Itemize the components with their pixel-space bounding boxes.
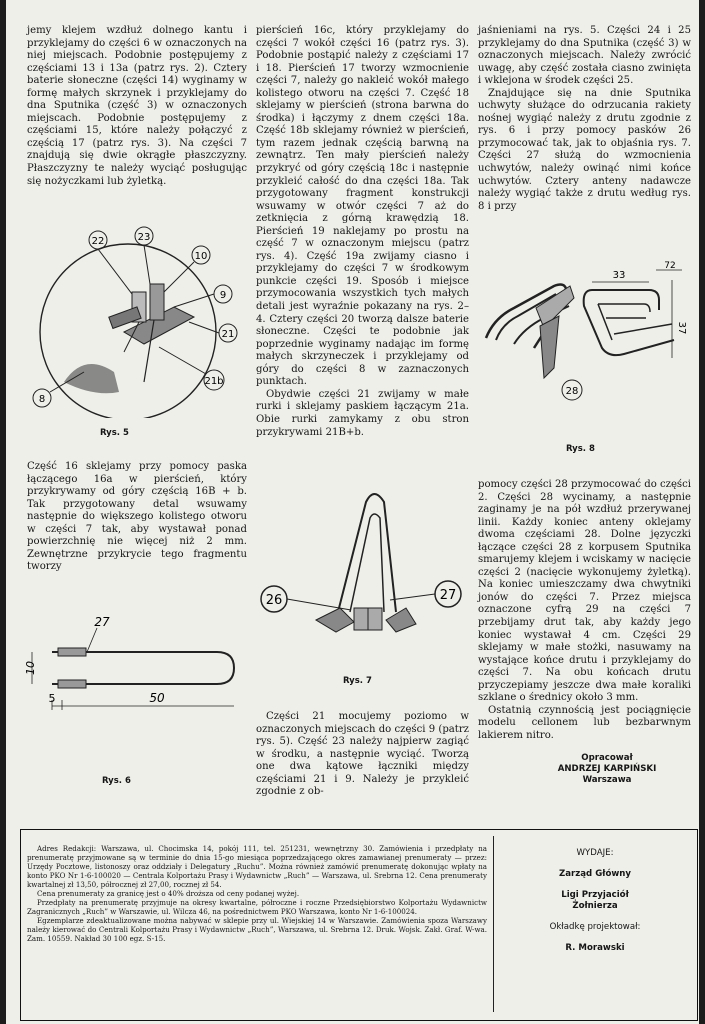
text-column-2-top bbox=[256, 25, 469, 439]
imprint-divider bbox=[493, 836, 494, 1012]
text-column-1-top bbox=[27, 25, 247, 188]
paragraph: pomocy części 28 przymocować do części 2. Części 28 wycinamy, a następnie zaginamy je na pół wzdłuż przerywanej linii. Każdy koniec anteny oklejamy dwoma częściami 28. Dolne języczki łączące części 28 z korpusem Sputnika smarujemy klejem i wciskamy w nacięcie części 2 (nacięcie wykonujemy żyletką). Na koniec umieszczamy dwa chwytniki jonów do części 7. Przez miejsca oznaczone cyfrą 29 na części 7 przebijamy drut tak, aby każdy jego koniec wystawał 4 cm. Części 29 sklejamy w małe stożki, nasuwamy na wystające końce drutu i przyklejamy do części 7. Na obu końcach drutu przyczepiamy jeszcze dwa małe koraliki szklane o średnicy około 3 mm. bbox=[478, 479, 691, 704]
signature-line1: Opracował bbox=[581, 753, 633, 763]
label-27: 27 bbox=[439, 588, 457, 603]
text-column-3-bottom bbox=[478, 479, 691, 742]
publisher-name: Zarząd Główny bbox=[558, 869, 632, 879]
figure-rys8 bbox=[474, 258, 694, 438]
paragraph: pierścień 16c, który przyklejamy do części 7 wokół części 16 (patrz rys. 3). Podobnie postąpić należy z częściami 17 i 18. Pierścień 17 tworzy wzmocnienie części 7, należy go nakleić wokół małego kolistego otworu na części 7. Część 18 sklejamy w pierścień (strona barwna do środka) i łączymy z dnem części 18a. Część 18b sklejamy również w pierścień, tym razem jednak częścią barwną na zewnątrz. Ten mały pierścień należy przykryć od góry częścią 18c i następnie przykleić całość do dna części 18a. Tak przygotowany fragment konstrukcji wsuwamy w otwór części 7 aż do zetknięcia z górną krawędzią 18. Pierścień 19 naklejamy po prostu na część 7 w oznaczonym miejscu (patrz rys. 4). Część 19a zwijamy ciasno i przyklejamy do części 7 w środkowym punkcie części 19. Sposób i miejsce przymocowania wszystkich tych małych detali jest wyraźnie pokazany na rys. 2–4. Cztery części 20 tworzą dalsze baterie słoneczne. Części te podobnie jak poprzednie wyginamy nadając im formę małych skrzyneczek i przyklejamy od góry do części 8 w zaznaczonych punktach. bbox=[256, 25, 469, 388]
dim-33: 33 bbox=[612, 270, 626, 281]
cover-designer-name: R. Morawski bbox=[565, 943, 625, 953]
signature-line3: Warszawa bbox=[582, 775, 632, 785]
paragraph: Część 16 sklejamy przy pomocy paska łączącego 16a w pierścień, który przykrywamy od góry częścią 16B + b. Tak przygotowany detal wsuwamy następnie do większego kolistego otworu w części 7 tak, aby wystawał ponad powierzchnię nie więcej niż 2 mm. Zewnętrzne przykrycie tego fragmentu tworzy bbox=[27, 461, 247, 573]
dim-10: 10 bbox=[24, 661, 37, 675]
label-21b: 21b bbox=[204, 376, 224, 387]
publisher-league-line1: Ligi Przyjaciół bbox=[561, 890, 629, 900]
imprint-paragraph: Cena prenumeraty za granicę jest o 40% droższa od ceny podanej wyżej. bbox=[37, 889, 300, 899]
paragraph: Znajdujące się na dnie Sputnika uchwyty służące do odrzucania rakiety nośnej wygiąć należy z drutu zgodnie z rys. 6 i przy pomocy pasków 26 przymocować tak, jak to objaśnia rys. 7. Części 27 służą do wzmocnienia uchwytów, należy owinąć nimi końce uchwytów. Cztery anteny nadawcze należy wygiąć także z drutu według rys. 8 i przy bbox=[478, 87, 691, 212]
caption-rys6: Rys. 6 bbox=[102, 776, 131, 786]
publisher-league-line2: Żołnierza bbox=[572, 901, 618, 911]
caption-rys5: Rys. 5 bbox=[100, 428, 129, 438]
label-9: 9 bbox=[219, 290, 227, 301]
magazine-page bbox=[6, 0, 699, 1024]
paragraph: Obydwie części 21 zwijamy w małe rurki i sklejamy paskiem łączącym 21a. Obie rurki zamykamy z obu stron przykrywami 21B+b. bbox=[256, 388, 469, 438]
paragraph: jaśnieniami na rys. 5. Części 24 i 25 przyklejamy do dna Sputnika (część 3) w oznaczonych miejscach. Należy zwrócić uwagę, aby część została ciasno zwinięta i wklejona w środek części 25. bbox=[478, 25, 691, 87]
figure-rys5 bbox=[24, 222, 250, 418]
imprint-paragraph: Adres Redakcji: Warszawa, ul. Chocimska 14, pokój 111, tel. 251231, wewnętrzny 30. Zamówienia i przedpłaty na prenumeratę przyjmowane są w terminie do dnia 15-go miesiąca poprzedzającego okres zamawianej prenumeraty — przez: Urzędy Pocztowe, listonoszy oraz oddziały i Delegatury „Ruchu”. Można również zamówić prenumeratę dokonując wpłaty na konto PKO Nr 1-6-100020 — Centrala Kolportażu Prasy i Wydawnictw „Ruch” — Warszawa, ul. Srebrna 12. Cena prenumeraty kwartalnej zł 13,50, półrocznej zł 27,00, rocznej zł 54. bbox=[27, 844, 487, 890]
dim-37: 37 bbox=[676, 321, 687, 335]
caption-rys7: Rys. 7 bbox=[343, 676, 372, 686]
imprint-address bbox=[27, 844, 487, 944]
author-signature bbox=[542, 753, 672, 786]
dim-27: 27 bbox=[94, 615, 110, 629]
publisher-heading: WYDAJE: bbox=[576, 848, 614, 858]
label-8: 8 bbox=[38, 394, 46, 405]
publisher-block bbox=[499, 848, 691, 964]
label-26: 26 bbox=[265, 593, 283, 608]
paragraph: jemy klejem wzdłuż dolnego kantu i przyklejamy do części 6 w oznaczonych na niej miejscach. Podobnie postępujemy z częściami 13 i 13a (patrz rys. 2). Cztery baterie słoneczne (części 14) wyginamy w formę małych skrzynek i przyklejamy do dna Sputnika (część 3) w oznaczonych miejscach. Podobnie postępujemy z częściami 15, które należy połączyć z częścią 17 (patrz rys. 3). Na części 7 znajdują się dwie okrągłe płaszczyzny. Płaszczyzny te należy wyciąć posługując się nożyczkami lub żyletką. bbox=[27, 25, 247, 187]
imprint-box bbox=[20, 829, 698, 1021]
dim-50: 50 bbox=[149, 691, 165, 705]
paragraph: Ostatnią czynnością jest pociągnięcie modelu cellonem lub bezbarwnym lakierem nitro. bbox=[478, 704, 691, 741]
text-column-1-mid bbox=[27, 461, 247, 574]
dim-5: 5 bbox=[48, 692, 56, 705]
caption-rys8: Rys. 8 bbox=[566, 444, 595, 454]
text-column-3-top bbox=[478, 25, 691, 213]
publisher-league bbox=[499, 890, 691, 912]
dim-72: 72 bbox=[664, 261, 676, 271]
label-22: 22 bbox=[91, 236, 105, 247]
paragraph: Części 21 mocujemy poziomo w oznaczonych miejscach do części 9 (patrz rys. 5). Część 23 należy najpierw zagiąć w środku, a następnie wyciąć. Tworzą one dwa kątowe łączniki między częściami 21 i 9. Należy je przykleić zgodnie z ob- bbox=[256, 711, 469, 798]
figure-rys7 bbox=[256, 482, 476, 652]
label-28: 28 bbox=[565, 386, 579, 397]
signature-line2: ANDRZEJ KARPIŃSKI bbox=[557, 764, 657, 774]
label-23: 23 bbox=[137, 232, 151, 243]
cover-designer-label: Okładkę projektował: bbox=[549, 922, 641, 932]
figure-rys6 bbox=[22, 610, 248, 720]
text-column-2-bottom bbox=[256, 711, 469, 799]
imprint-paragraph: Przedpłaty na prenumeratę przyjmuje na okresy kwartalne, półroczne i roczne Przedsiębiorstwo Kolportażu Wydawnictw Zagranicznych „Ruch” w Warszawie, ul. Wilcza 46, na pośrednictwem PKO Warszawa, konto Nr 1-6-100024. bbox=[27, 898, 487, 917]
label-21: 21 bbox=[221, 329, 235, 340]
label-10: 10 bbox=[194, 251, 208, 262]
imprint-paragraph: Egzemplarze zdeaktualizowane można nabywać w sklepie przy ul. Wiejskiej 14 w Warszawie. Zamówienia spoza Warszawy należy kierować do Centrali Kolportażu Prasy i Wydawnictw „Ruch”, Warszawa, ul. Srebrna 12. Druk. Wojsk. Zakł. Graf. W-wa. Zam. 10559. Nakład 30 100 egz. S-15. bbox=[27, 916, 487, 944]
